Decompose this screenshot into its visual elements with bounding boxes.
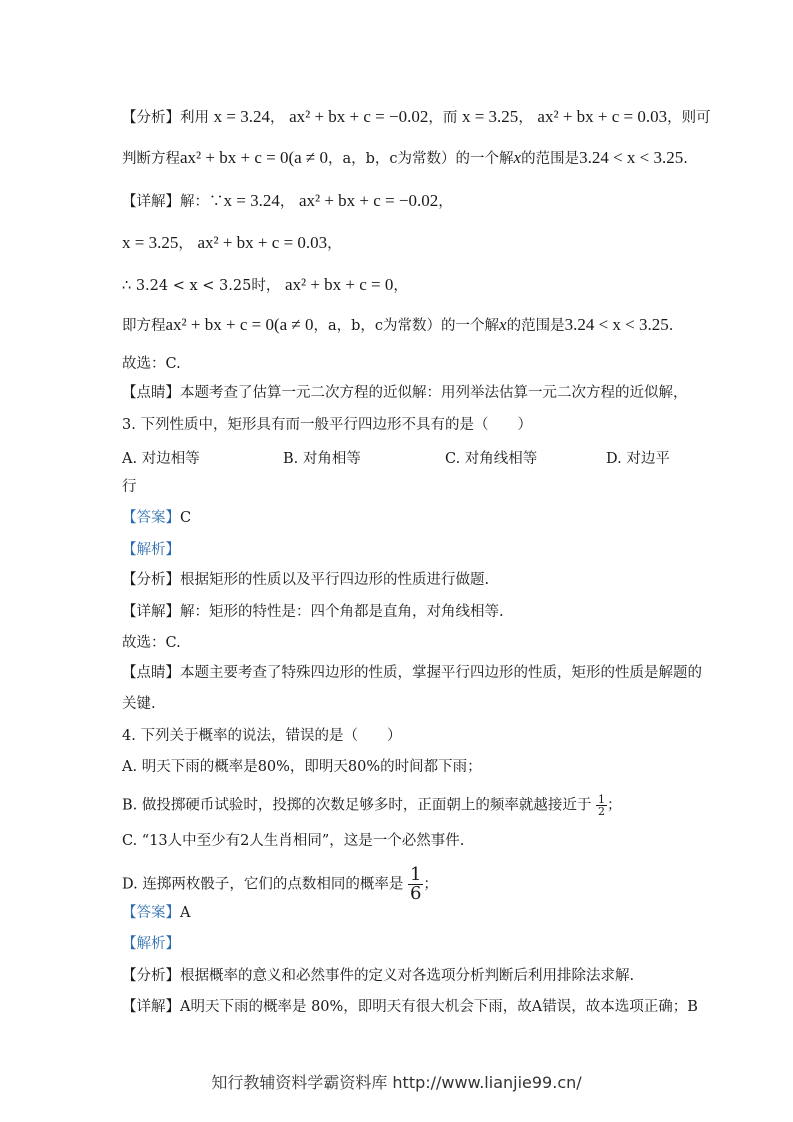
q2-detail-line-1 xyxy=(122,191,453,212)
equation: ax² + bx + c = −0.02 xyxy=(298,191,439,210)
q3-option-d-wrap: 行 xyxy=(122,479,137,495)
denominator: 2 xyxy=(597,805,605,818)
text: 即方程 xyxy=(122,318,166,334)
q4-answer xyxy=(122,903,190,923)
q4-explain-tag: 【解析】 xyxy=(122,936,180,952)
q4-option-a: A. 明天下雨的概率是80%，即明天80%的时间都下雨； xyxy=(122,759,482,775)
q3-explain-tag: 【解析】 xyxy=(122,542,180,558)
end-mark: ； xyxy=(423,876,438,893)
separator: ， xyxy=(279,194,295,210)
q2-choice: 故选：C. xyxy=(122,356,181,372)
analysis-tag: 【分析】 xyxy=(122,572,180,588)
q3-answer xyxy=(122,508,191,528)
equation: ax² + bx + c = 0(a ≠ 0 xyxy=(180,148,328,167)
analysis-tag: 【分析】 xyxy=(122,968,180,984)
separator: ， xyxy=(393,278,408,294)
detail-tag: 【详解】 xyxy=(122,999,180,1015)
analysis-text: 根据矩形的性质以及平行四边形的性质进行做题. xyxy=(180,572,490,588)
text: ，而 xyxy=(428,110,458,126)
q4-option-c: C. “13人中至少有2人生肖相同”，这是一个必然事件. xyxy=(122,833,465,849)
separator: ， xyxy=(178,236,193,252)
equation: ax² + bx + c = 0.03 xyxy=(537,107,668,126)
denominator: 6 xyxy=(409,883,422,904)
detail-tag: 【详解】 xyxy=(122,604,180,620)
q3-option-d: D. 对边平 xyxy=(606,451,670,467)
text: 的范围是 xyxy=(521,151,580,167)
comment-tag: 【点睛】 xyxy=(122,665,180,681)
detail-text: A明天下雨的概率是 80%，即明天有很大机会下雨，故A错误，故本选项正确；B xyxy=(180,999,698,1015)
fraction xyxy=(596,794,607,817)
end-mark: . xyxy=(668,318,674,334)
q2-detail-line-4 xyxy=(122,315,673,336)
answer-tag: 【答案】 xyxy=(122,905,180,921)
range: 3.24 < x < 3.25 xyxy=(564,315,669,334)
answer-value: A xyxy=(180,905,191,921)
text: 利用 xyxy=(180,110,209,126)
equation: x = 3.25 xyxy=(461,107,519,126)
text: ，则可 xyxy=(667,110,711,126)
q4-analysis xyxy=(122,966,634,986)
end-mark: . xyxy=(683,151,688,167)
q3-stem: 3. 下列性质中，矩形具有而一般平行四边形不具有的是（ ） xyxy=(122,417,532,433)
q4-stem: 4. 下列关于概率的说法，错误的是（ ） xyxy=(122,728,402,744)
q3-analysis xyxy=(122,570,489,590)
q2-detail-line-3 xyxy=(122,275,408,296)
variable: x xyxy=(499,315,507,334)
analysis-tag: 【分析】 xyxy=(122,110,180,126)
separator: ， xyxy=(438,194,453,210)
q3-option-a: A. 对边相等 xyxy=(122,451,200,467)
q3-detail xyxy=(122,602,504,622)
text: 解：∵ xyxy=(180,194,224,210)
q4-option-d xyxy=(122,866,438,903)
detail-text: 解：矩形的特性是：四个角都是直角，对角线相等. xyxy=(180,604,504,620)
equation: ax² + bx + c = 0(a ≠ 0 xyxy=(165,315,314,334)
q3-comment xyxy=(122,663,702,683)
q3-choice: 故选：C. xyxy=(122,635,181,651)
comment-text: 本题主要考查了特殊四边形的性质，掌握平行四边形的性质，矩形的性质是解题的 xyxy=(180,665,702,681)
answer-tag: 【答案】 xyxy=(122,510,180,526)
q3-option-b: B. 对角相等 xyxy=(283,451,361,467)
q4-detail xyxy=(122,997,698,1017)
equation: x = 3.24 xyxy=(223,191,280,210)
comment-text: 本题考查了估算一元二次方程的近似解：用列举法估算一元二次方程的近似解， xyxy=(180,385,688,401)
q2-analysis-line-2 xyxy=(122,148,688,169)
q3-comment-wrap: 关键. xyxy=(122,696,156,712)
text: ，a，b，c为常数）的一个解 xyxy=(328,151,514,167)
q2-comment xyxy=(122,383,688,403)
equation: x = 3.24 xyxy=(213,107,270,126)
q2-analysis-line-1 xyxy=(122,107,711,128)
footer-watermark: 知行教辅资料学霸资料库 http://www.lianjie99.cn/ xyxy=(211,1073,582,1092)
equation: ax² + bx + c = 0.03 xyxy=(197,233,328,252)
equation: x = 3.25 xyxy=(122,233,179,252)
comment-tag: 【点睛】 xyxy=(122,385,180,401)
option-text: D. 连掷两枚骰子，它们的点数相同的概率是 xyxy=(122,876,404,893)
numerator: 1 xyxy=(409,864,422,885)
text: 判断方程 xyxy=(122,151,180,167)
separator: ， xyxy=(269,110,285,126)
text: 的范围是 xyxy=(506,318,565,334)
therefore-text: ∴ 3.24 < x < 3.25时， xyxy=(122,278,281,294)
analysis-text: 根据概率的意义和必然事件的定义对各选项分析判断后利用排除法求解. xyxy=(180,968,635,984)
variable: x xyxy=(513,148,522,167)
q3-option-c: C. 对角线相等 xyxy=(445,451,538,467)
equation: ax² + bx + c = −0.02 xyxy=(289,107,429,126)
q2-detail-line-2 xyxy=(122,233,342,254)
q4-option-b xyxy=(122,794,621,817)
separator: ， xyxy=(327,236,342,252)
text: ，a，b，c为常数）的一个解 xyxy=(313,318,500,334)
answer-value: C xyxy=(180,510,192,526)
detail-tag: 【详解】 xyxy=(122,194,180,210)
separator: ， xyxy=(518,110,533,126)
option-text: B. 做投掷硬币试验时，投掷的次数足够多时，正面朝上的频率就越接近于 xyxy=(122,797,592,814)
numerator: 1 xyxy=(597,793,605,806)
range: 3.24 < x < 3.25 xyxy=(579,148,684,167)
fraction xyxy=(408,866,423,903)
end-mark: ； xyxy=(606,797,622,814)
equation: ax² + bx + c = 0 xyxy=(284,275,394,294)
